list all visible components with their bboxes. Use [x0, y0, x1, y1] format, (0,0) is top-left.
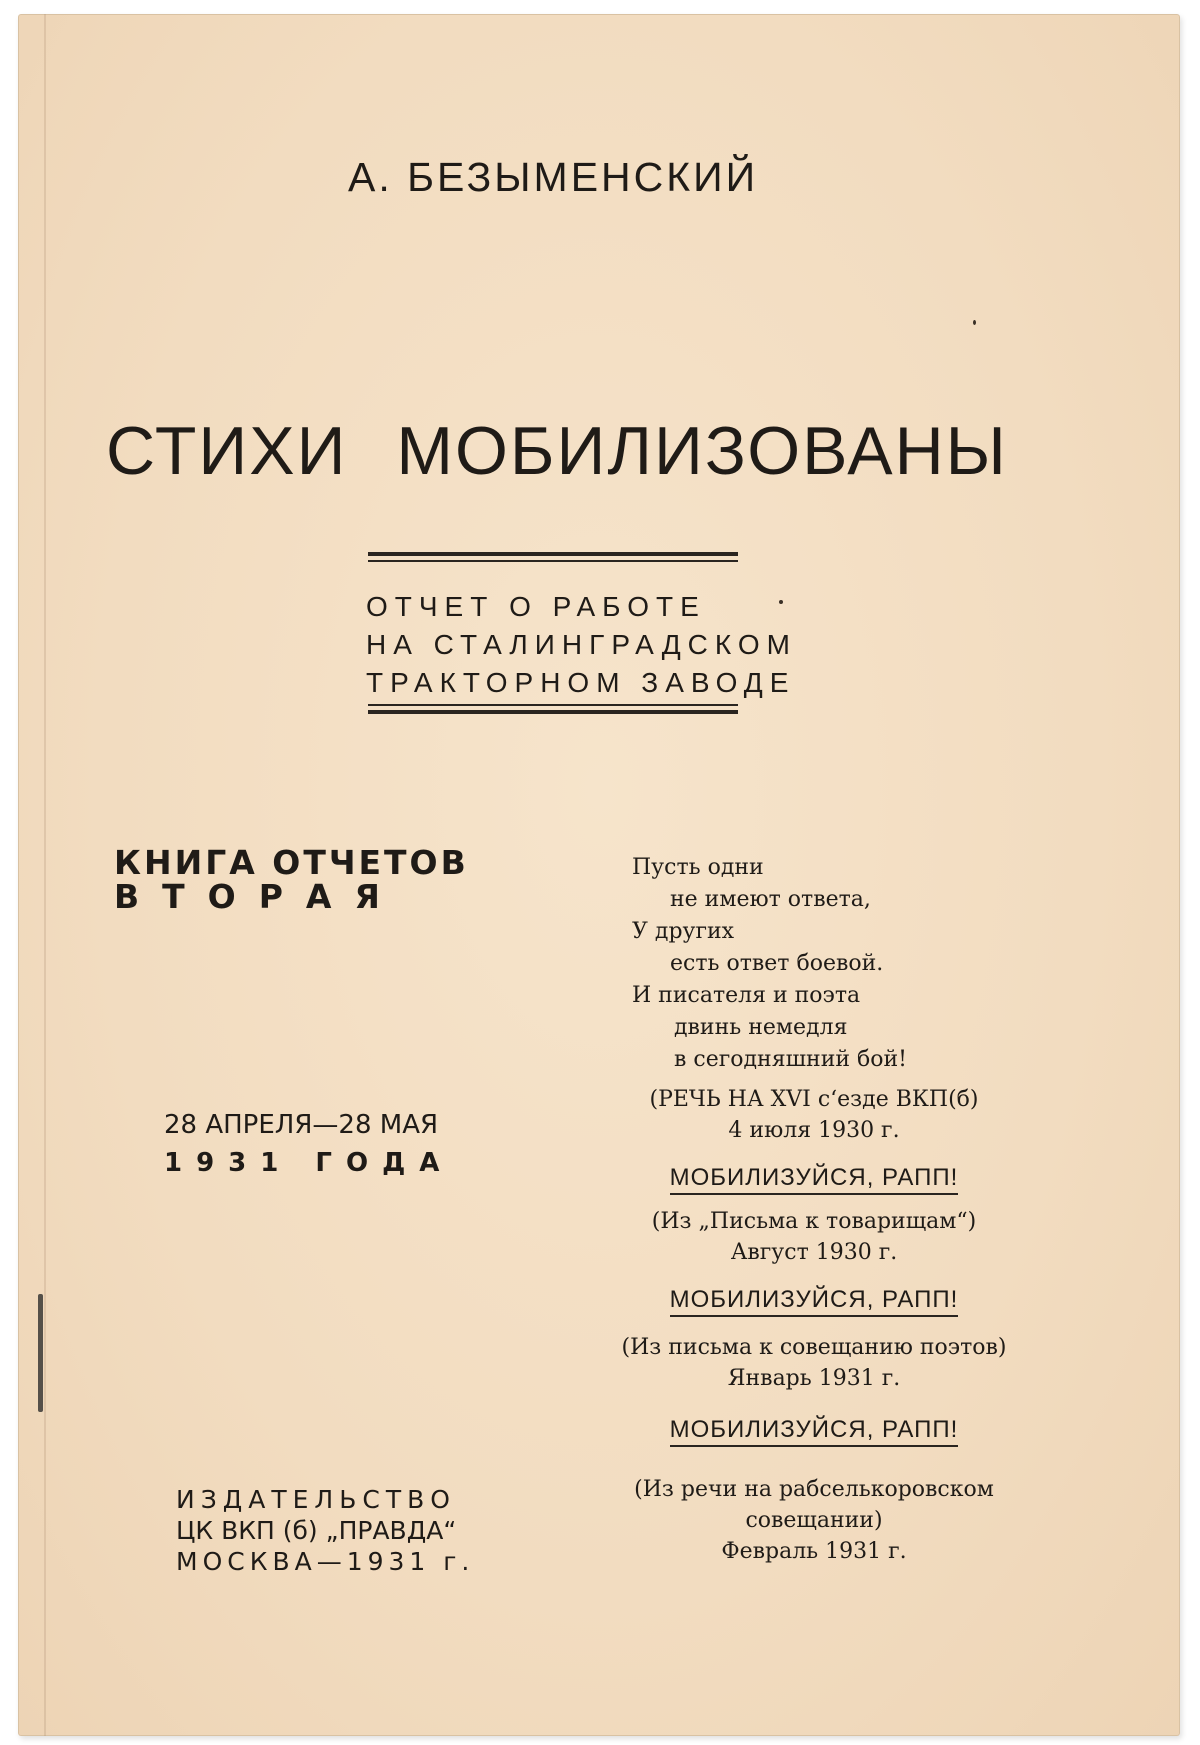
source-2-line-1: (Из „Письма к товарищам“): [651, 1209, 977, 1234]
publisher-line-1: ИЗДАТЕЛЬСТВО: [176, 1485, 456, 1514]
report-dates: [164, 1106, 453, 1182]
subtitle-line-2: НА СТАЛИНГРАДСКОМ: [366, 629, 798, 660]
slogan-2: [614, 1286, 1014, 1314]
epigraph-source-3: [614, 1332, 1014, 1394]
subtitle: [366, 588, 797, 702]
epigraph-source-2: [614, 1206, 1014, 1268]
slogan-3-text: МОБИЛИЗУЙСЯ, РАПП!: [670, 1416, 959, 1447]
source-3-line-1: (Из письма к совещанию поэтов): [621, 1335, 1007, 1360]
verse-line: есть ответ боевой.: [670, 951, 884, 976]
verse-line: в сегодняшний бой!: [674, 1047, 908, 1072]
verse-line: И писателя и поэта: [632, 983, 861, 1008]
slogan-3: [614, 1416, 1014, 1444]
title-page: [18, 14, 1180, 1736]
dates-line-2: 1931 ГОДА: [164, 1148, 454, 1178]
bottom-rule-thin: [368, 704, 738, 706]
verse-line: не имеют ответа,: [670, 887, 871, 912]
epigraph-verse: [632, 852, 907, 1076]
series-label: [114, 843, 469, 916]
book-title: СТИХИ МОБИЛИЗОВАНЫ: [106, 413, 1008, 489]
verse-line: У других: [632, 919, 735, 944]
epigraph-source-4: [614, 1474, 1014, 1567]
source-4-line-1: (Из речи на рабселькоровском: [634, 1477, 994, 1502]
ink-speck: [779, 600, 783, 604]
subtitle-line-1: ОТЧЕТ О РАБОТЕ: [366, 591, 706, 622]
verse-line: двинь немедля: [674, 1015, 848, 1040]
subtitle-line-3: ТРАКТОРНОМ ЗАВОДЕ: [366, 667, 796, 698]
publisher-line-3: МОСКВА—1931 г.: [176, 1547, 475, 1576]
publisher-imprint: [176, 1484, 474, 1577]
ink-speck: [973, 320, 976, 325]
series-line-2: ВТОРАЯ: [114, 877, 403, 916]
top-rule-thin: [368, 560, 738, 562]
epigraph-source-1: [614, 1084, 1014, 1146]
bottom-rule-thick: [368, 710, 738, 714]
source-4-line-2: совещании): [745, 1508, 883, 1533]
verse-line: Пусть одни: [632, 855, 764, 880]
dates-line-1: 28 АПРЕЛЯ—28 МАЯ: [164, 1110, 439, 1140]
binding-crease: [44, 14, 46, 1736]
author-name: А. БЕЗЫМЕНСКИЙ: [348, 154, 759, 200]
slogan-1-text: МОБИЛИЗУЙСЯ, РАПП!: [670, 1164, 959, 1195]
top-rule-thick: [368, 552, 738, 556]
source-2-line-2: Август 1930 г.: [730, 1240, 898, 1265]
source-1-line-1: (РЕЧЬ НА XVI с‘езде ВКП(б): [649, 1087, 979, 1112]
series-line-1: КНИГА ОТЧЕТОВ: [114, 843, 469, 882]
source-1-line-2: 4 июля 1930 г.: [728, 1118, 900, 1143]
publisher-line-2: ЦК ВКП (б) „ПРАВДА“: [176, 1516, 457, 1545]
staple: [38, 1294, 43, 1412]
slogan-1: [614, 1164, 1014, 1192]
slogan-2-text: МОБИЛИЗУЙСЯ, РАПП!: [670, 1286, 959, 1317]
source-4-line-3: Февраль 1931 г.: [721, 1539, 907, 1564]
source-3-line-2: Январь 1931 г.: [727, 1366, 901, 1391]
